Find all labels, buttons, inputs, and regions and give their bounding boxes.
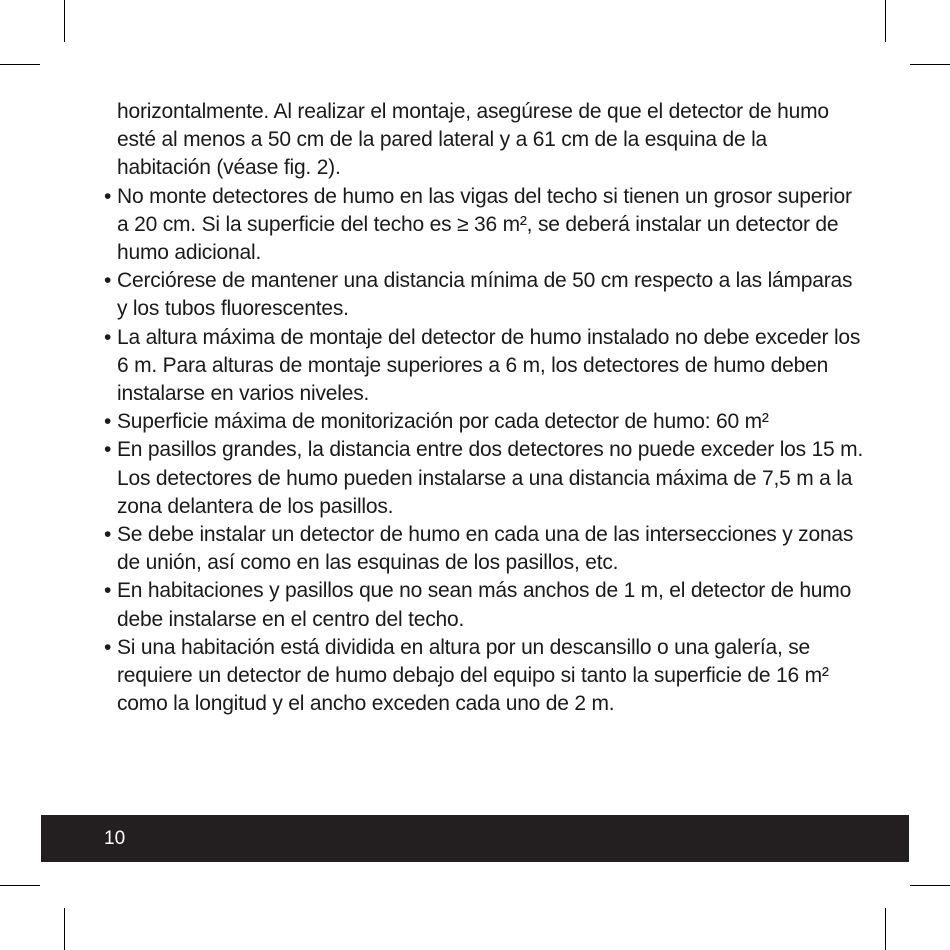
list-item: [104, 436, 864, 521]
bullet-dot: •: [104, 438, 112, 462]
crop-mark-left-bottom: [0, 885, 40, 886]
list-item-text: Se debe instalar un detector de humo en cada una de las intersecciones y zonas de unión, así como en las esquinas de los pasillos, etc.: [117, 523, 854, 575]
bullet-dot: •: [104, 325, 112, 349]
list-item: [104, 408, 864, 436]
list-item-text: Cerciórese de mantener una distancia mínima de 50 cm respecto a las lámparas y los tubos fluorescentes.: [117, 269, 853, 321]
bullet-dot: •: [104, 579, 112, 603]
bullet-dot: •: [104, 635, 112, 659]
bullet-dot: •: [104, 523, 112, 547]
crop-mark-right-top: [910, 64, 950, 65]
list-item-text: En pasillos grandes, la distancia entre dos detectores no puede exceder los 15 m. Los detectores de humo pueden instalarse a una distancia máxima de 7,5 m a la zona delantera de los pasillos.: [117, 438, 864, 518]
list-item: [104, 521, 864, 577]
bullet-dot: •: [104, 184, 112, 208]
lead-paragraph: horizontalmente. Al realizar el montaje, asegúrese de que el detector de humo esté al menos a 50 cm de la pared lateral y a 61 cm de la esquina de la habitación (véase fig. 2).: [117, 100, 829, 180]
footer-bar: [41, 815, 909, 862]
list-item-text: Si una habitación está dividida en altura por un descansillo o una galería, se requiere un detector de humo debajo del equipo si tanto la superficie de 16 m² como la longitud y el ancho exceden cada uno de 2 m.: [117, 635, 829, 716]
list-item: [104, 634, 864, 719]
list-item-text: En habitaciones y pasillos que no sean más anchos de 1 m, el detector de humo debe instalarse en el centro del techo.: [117, 579, 852, 631]
list-item: [104, 267, 864, 323]
list-item: [104, 183, 864, 268]
bullet-dot: •: [104, 269, 112, 293]
list-item-text: La altura máxima de montaje del detector de humo instalado no debe exceder los 6 m. Para alturas de montaje superiores a 6 m, los detectores de humo deben instalarse en varios niveles.: [117, 325, 861, 406]
crop-mark-bottom-left: [64, 908, 65, 950]
bullet-list: [104, 183, 864, 719]
list-item: [104, 577, 864, 633]
list-item-text: Superficie máxima de monitorización por cada detector de humo: 60 m²: [117, 410, 769, 434]
bullet-dot: •: [104, 410, 112, 434]
crop-mark-left-top: [0, 64, 40, 65]
list-item-text: No monte detectores de humo en las vigas del techo si tienen un grosor superior a 20 cm. Si la superficie del techo es ≥ 36 m², se deberá instalar un detector de humo adicional.: [117, 184, 852, 265]
page-content: [104, 98, 864, 718]
crop-mark-top-right: [885, 0, 886, 42]
list-item: [104, 324, 864, 409]
page-number: 10: [104, 828, 126, 849]
crop-mark-right-bottom: [910, 885, 950, 886]
crop-mark-top-left: [64, 0, 65, 42]
crop-mark-bottom-right: [885, 908, 886, 950]
